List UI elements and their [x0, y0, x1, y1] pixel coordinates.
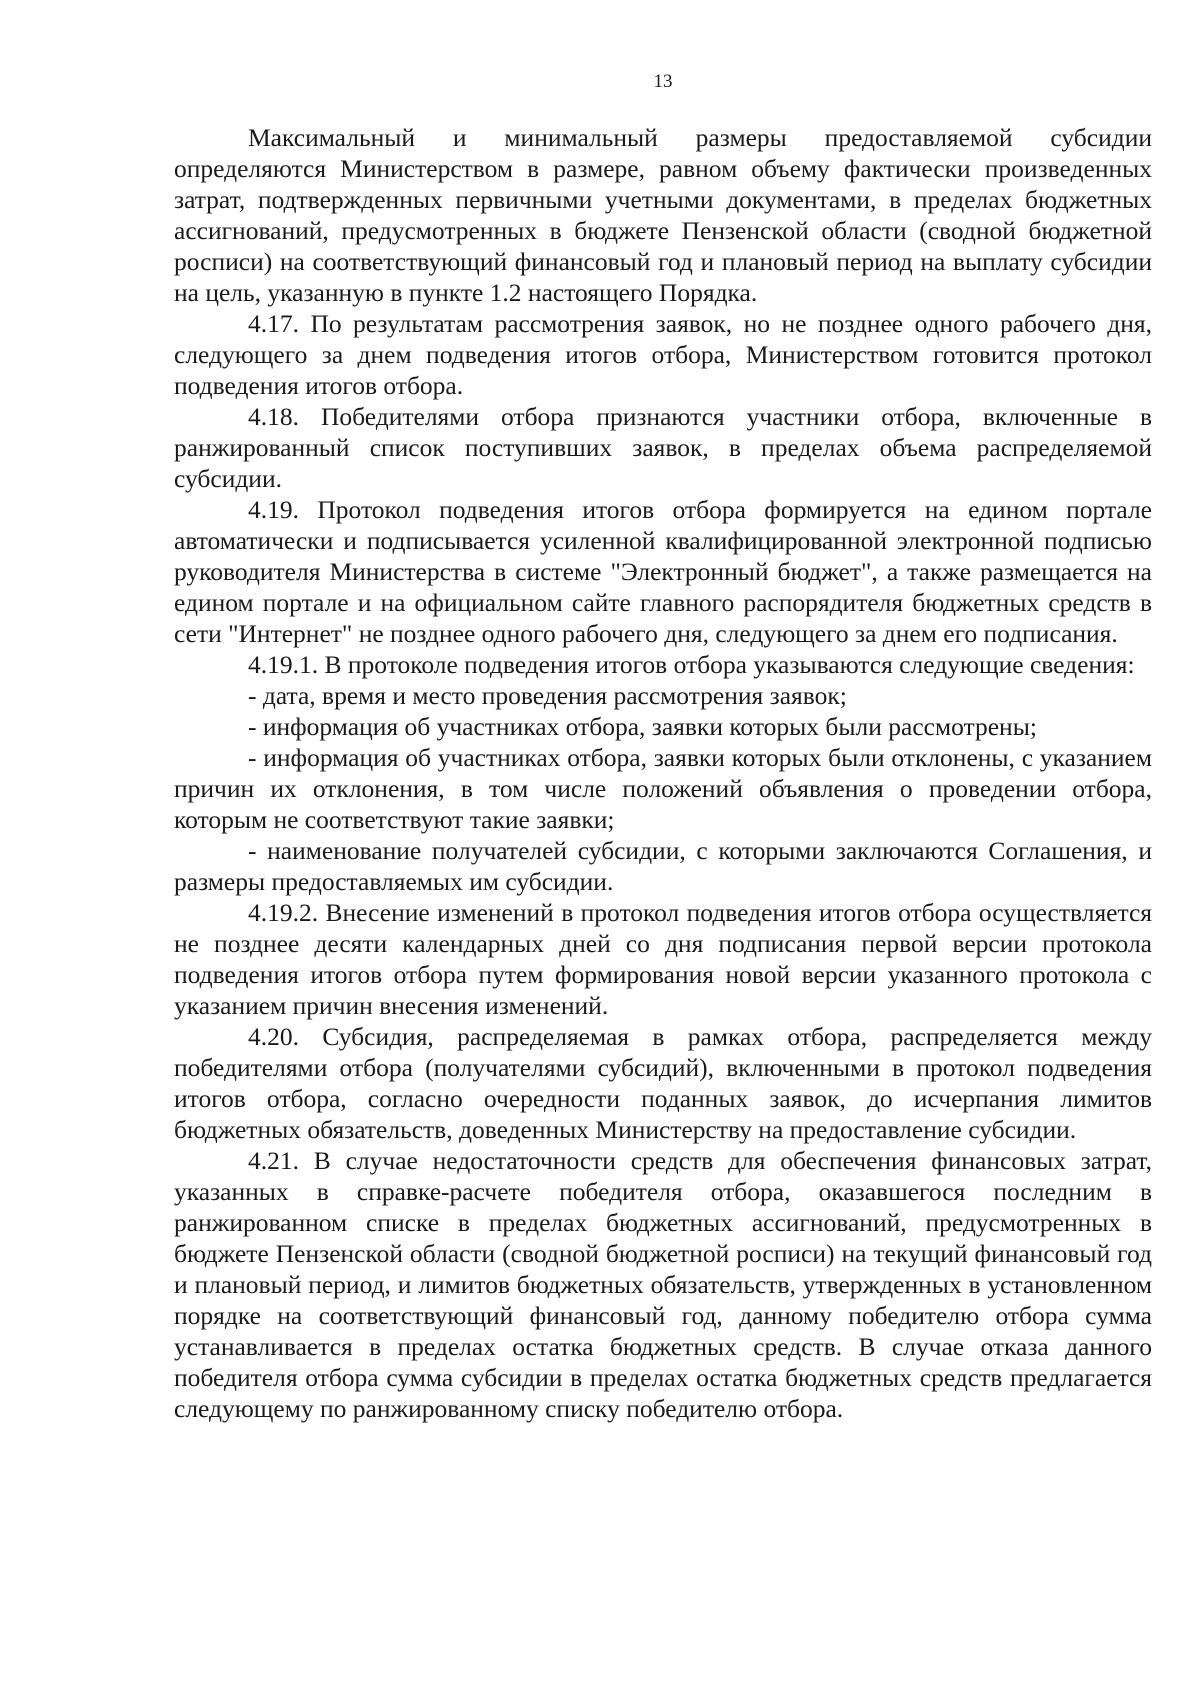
list-item-recipients: - наименование получателей субсидии, с которыми заключаются Соглашения, и размеры предоставляемых им субсидии.: [174, 836, 1152, 896]
paragraph-4-19-2: 4.19.2. Внесение изменений в протокол подведения итогов отбора осуществляется не позднее десяти календарных дней со дня подписания первой версии протокола подведения итогов отбора путем формирования новой версии указанного протокола с указанием причин внесения изменений.: [174, 898, 1152, 1020]
document-body: [174, 122, 1152, 1424]
paragraph-4-18: 4.18. Победителями отбора признаются участники отбора, включенные в ранжированный список поступивших заявок, в пределах объема распределяемой субсидии.: [174, 402, 1152, 493]
paragraph-4-17: 4.17. По результатам рассмотрения заявок, но не позднее одного рабочего дня, следующего за днем подведения итогов отбора, Министерством готовится протокол подведения итогов отбора.: [174, 309, 1152, 400]
paragraph-4-20: 4.20. Субсидия, распределяемая в рамках отбора, распределяется между победителями отбора (получателями субсидий), включенными в протокол подведения итогов отбора, согласно очередности поданных заявок, до исчерпания лимитов бюджетных обязательств, доведенных Министерству на предоставление субсидии.: [174, 1022, 1152, 1144]
page-number: 13: [653, 71, 673, 92]
list-item-date-time-place: - дата, время и место проведения рассмотрения заявок;: [248, 681, 847, 710]
paragraph-4-19: 4.19. Протокол подведения итогов отбора формируется на едином портале автоматически и подписывается усиленной квалифицированной электронной подписью руководителя Министерства в системе "Электронный бюджет", а также размещается на едином портале и на официальном сайте главного распорядителя бюджетных средств в сети "Интернет" не позднее одного рабочего дня, следующего за днем его подписания.: [174, 495, 1152, 648]
paragraph-subsidy-size: Максимальный и минимальный размеры предоставляемой субсидии определяются Министерством в размере, равном объему фактически произведенных затрат, подтвержденных первичными учетными документами, в пределах бюджетных ассигнований, предусмотренных в бюджете Пензенской области (сводной бюджетной росписи) на соответствующий финансовый год и плановый период на выплату субсидии на цель, указанную в пункте 1.2 настоящего Порядка.: [174, 123, 1152, 307]
list-item-considered-applications: - информация об участниках отбора, заявки которых были рассмотрены;: [248, 712, 1037, 741]
paragraph-4-19-1: 4.19.1. В протоколе подведения итогов отбора указываются следующие сведения:: [248, 650, 1135, 679]
list-item-rejected-applications: - информация об участниках отбора, заявки которых были отклонены, с указанием причин их отклонения, в том числе положений объявления о проведении отбора, которым не соответствуют такие заявки;: [174, 743, 1152, 834]
paragraph-4-21: 4.21. В случае недостаточности средств для обеспечения финансовых затрат, указанных в справке-расчете победителя отбора, оказавшегося последним в ранжированном списке в пределах бюджетных ассигнований, предусмотренных в бюджете Пензенской области (сводной бюджетной росписи) на текущий финансовый год и плановый период, и лимитов бюджетных обязательств, утвержденных в установленном порядке на соответствующий финансовый год, данному победителю отбора сумма устанавливается в пределах остатка бюджетных средств. В случае отказа данного победителя отбора сумма субсидии в пределах остатка бюджетных средств предлагается следующему по ранжированному списку победителю отбора.: [174, 1146, 1152, 1423]
